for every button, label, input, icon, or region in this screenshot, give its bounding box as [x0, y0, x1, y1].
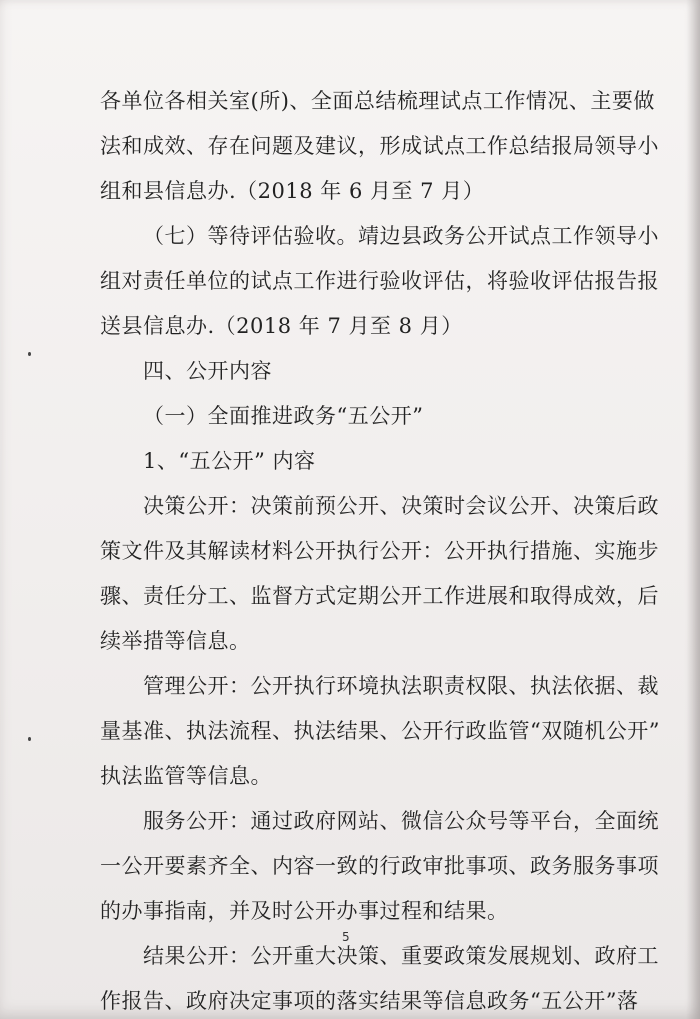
text-line-19: 的办事指南，并及时公开办事过程和结果。	[100, 899, 509, 923]
text-line-1: 各单位各相关室(所)、全面总结梳理试点工作情况、主要做	[100, 89, 655, 113]
subsection-heading: （一）全面推进政务“五公开”	[143, 404, 424, 428]
scan-speck	[28, 352, 31, 356]
text-line-2: 法和成效、存在问题及建议，形成试点工作总结报局领导小	[100, 134, 659, 158]
text-line-6: 送县信息办.（2018 年 7 月至 8 月）	[100, 314, 463, 338]
text-line-11: 策文件及其解读材料公开执行公开：公开执行措施、实施步	[100, 539, 659, 563]
text-line-18: 一公开要素齐全、内容一致的行政审批事项、政务服务事项	[100, 854, 659, 878]
page-number: 5	[342, 930, 350, 944]
text-line-13: 续举措等信息。	[100, 629, 251, 653]
text-line-10: 决策公开：决策前预公开、决策时会议公开、决策后政	[143, 494, 659, 518]
page-edge-shadow	[686, 0, 700, 1019]
text-line-3: 组和县信息办.（2018 年 6 月至 7 月）	[100, 179, 485, 203]
text-line-15: 量基准、执法流程、执法结果、公开行政监管“双随机公开”	[100, 719, 660, 743]
scan-speck	[28, 737, 31, 741]
item-heading: 1、“五公开” 内容	[143, 449, 316, 473]
section-heading: 四、公开内容	[143, 359, 272, 383]
text-line-20: 结果公开：公开重大决策、重要政策发展规划、政府工	[143, 944, 659, 968]
text-line-12: 骤、责任分工、监督方式定期公开工作进展和取得成效，后	[100, 584, 659, 608]
text-line-4: （七）等待评估验收。靖边县政务公开试点工作领导小	[143, 224, 659, 248]
text-line-17: 服务公开：通过政府网站、微信公众号等平台，全面统	[143, 809, 659, 833]
text-line-5: 组对责任单位的试点工作进行验收评估，将验收评估报告报	[100, 269, 659, 293]
text-line-16: 执法监管等信息。	[100, 764, 272, 788]
text-line-21: 作报告、政府决定事项的落实结果等信息政务“五公开”落	[100, 989, 639, 1013]
text-line-14: 管理公开：公开执行环境执法职责权限、执法依据、裁	[143, 674, 659, 698]
